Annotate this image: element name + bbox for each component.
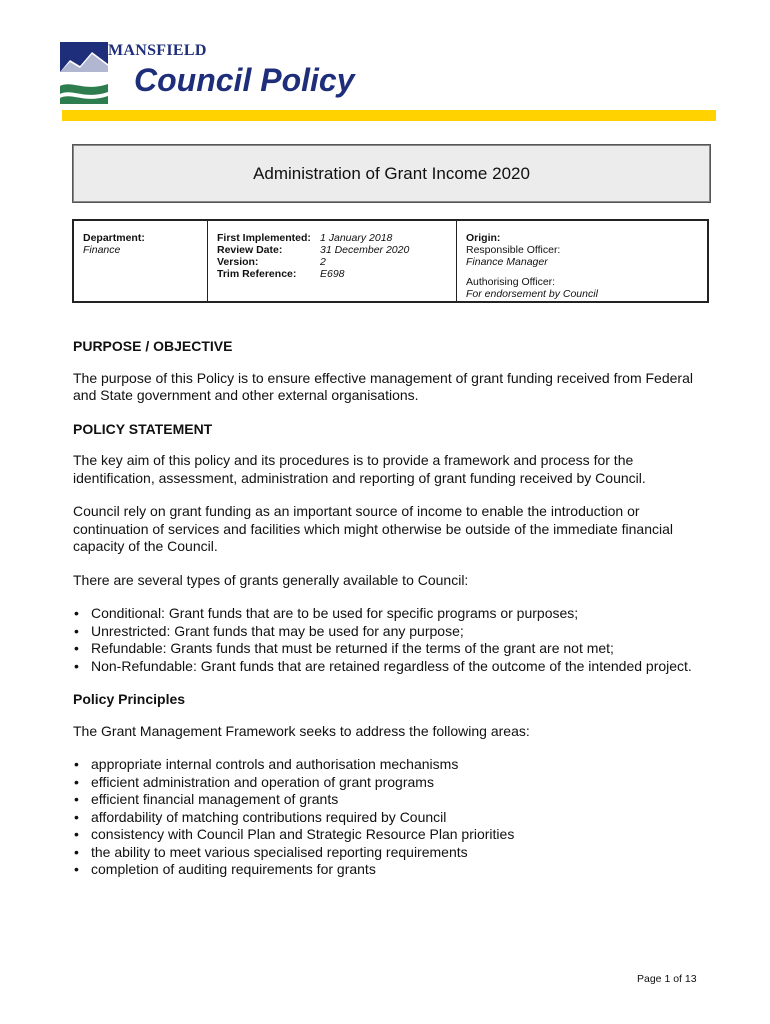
principles-list — [73, 756, 713, 879]
first-implemented-value: 1 January 2018 — [320, 232, 393, 244]
version-label: Version: — [217, 256, 259, 268]
list-item: • Unrestricted: Grant funds that may be used for any purpose; — [73, 623, 713, 641]
page-header-title: Council Policy — [134, 62, 355, 98]
list-item: • the ability to meet various specialised reporting requirements — [73, 844, 713, 862]
version-value: 2 — [320, 256, 326, 268]
department-value: Finance — [83, 244, 121, 256]
dates-cell — [208, 221, 457, 301]
list-item: • affordability of matching contributions required by Council — [73, 809, 713, 827]
list-item: • completion of auditing requirements for grants — [73, 861, 713, 879]
policy-info-table — [72, 219, 709, 303]
trim-reference-label: Trim Reference: — [217, 268, 297, 280]
policy-body — [73, 338, 713, 895]
page-number: Page 1 of 13 — [637, 973, 697, 985]
department-label: Department: — [83, 232, 145, 244]
list-item: • efficient administration and operation of grant programs — [73, 774, 713, 792]
authorising-officer-label: Authorising Officer: — [466, 276, 556, 288]
statement-paragraph-2: Council rely on grant funding as an important source of income to enable the introduction or continuation of services and facilities which might otherwise be outside of the immediate financial capacity of the Council. — [73, 503, 673, 554]
grant-types-list — [73, 605, 713, 675]
list-item: • efficient financial management of grants — [73, 791, 713, 809]
list-item: • Refundable: Grants funds that must be returned if the terms of the grant are not met; — [73, 640, 713, 658]
policy-principles-heading: Policy Principles — [73, 691, 186, 707]
trim-reference-value: E698 — [320, 268, 345, 280]
purpose-heading: PURPOSE / OBJECTIVE — [73, 338, 233, 354]
responsible-officer-label: Responsible Officer: — [466, 244, 561, 256]
principles-intro: The Grant Management Framework seeks to address the following areas: — [73, 722, 530, 739]
statement-paragraph-3: There are several types of grants generally available to Council: — [73, 571, 469, 588]
logo-text: MANSFIELD — [108, 42, 207, 59]
authorising-officer-value: For endorsement by Council — [466, 288, 598, 300]
statement-paragraph-1: The key aim of this policy and its procedures is to provide a framework and process for the identification, assessment, administration and reporting of grant funding received by Council. — [73, 452, 646, 486]
list-item: • consistency with Council Plan and Strategic Resource Plan priorities — [73, 826, 713, 844]
origin-cell — [457, 221, 707, 301]
list-item: • appropriate internal controls and authorisation mechanisms — [73, 756, 713, 774]
policy-statement-heading: POLICY STATEMENT — [73, 420, 213, 437]
review-date-value: 31 December 2020 — [320, 244, 410, 256]
list-item: • Non-Refundable: Grant funds that are retained regardless of the outcome of the intended project. — [73, 658, 713, 676]
first-implemented-label: First Implemented: — [217, 232, 311, 244]
purpose-text: The purpose of this Policy is to ensure effective management of grant funding received from Federal and State government and other external organisations. — [73, 369, 693, 403]
review-date-label: Review Date: — [217, 244, 283, 256]
origin-label: Origin: — [466, 232, 501, 244]
department-cell — [74, 221, 208, 301]
document-title: Administration of Grant Income 2020 — [72, 144, 711, 203]
header-divider — [62, 110, 716, 121]
list-item: • Conditional: Grant funds that are to be used for specific programs or purposes; — [73, 605, 713, 623]
responsible-officer-value: Finance Manager — [466, 256, 548, 268]
